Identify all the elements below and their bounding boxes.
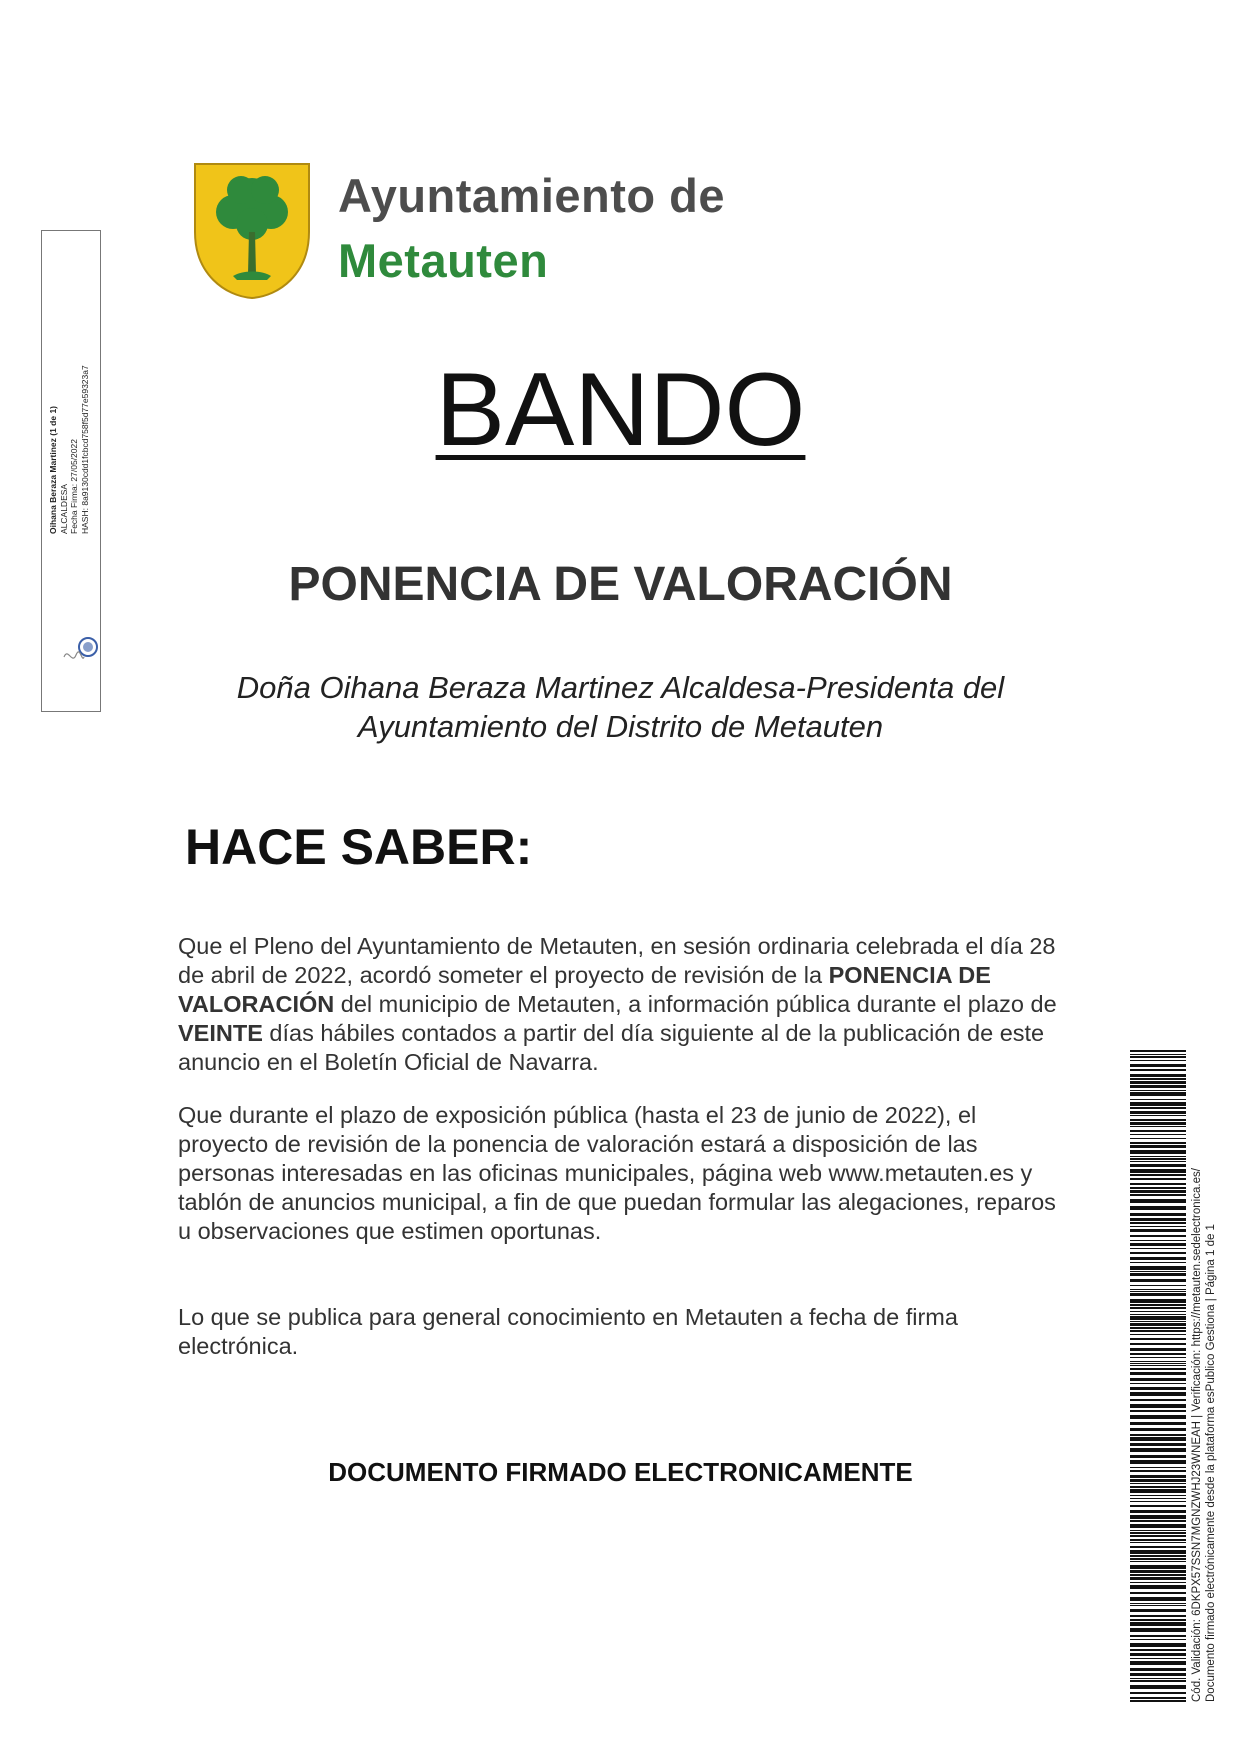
barcode-bar [1130,1410,1186,1412]
barcode-bar [1130,1081,1186,1084]
barcode-bar [1130,1194,1186,1196]
barcode-bar [1130,1119,1186,1121]
barcode-bar [1130,1050,1186,1052]
barcode-bar [1130,1615,1186,1617]
barcode-bar [1130,1115,1186,1116]
barcode-bar [1130,1289,1186,1290]
barcode-bar [1130,1483,1186,1484]
barcode-bar [1130,1495,1186,1496]
barcode-bar [1130,1291,1186,1292]
barcode-bar [1130,1387,1186,1390]
paragraph-1 [178,932,1068,1077]
barcode-bar [1130,1524,1186,1528]
barcode-bar [1130,1697,1186,1699]
document-subtitle: PONENCIA DE VALORACIÓN [288,558,953,611]
barcode-bar [1130,1257,1186,1260]
barcode-bar [1130,1555,1186,1557]
barcode-bar [1130,1321,1186,1322]
verification-line2: Documento firmado electrónicamente desde la plataforma esPublico Gestiona | Página 1 de 1 [1205,1224,1217,1702]
official-line2: Ayuntamiento del Distrito de Metauten [357,709,884,744]
barcode-bar [1130,1092,1186,1096]
signer-name: Oihana Beraza Martinez (1 de 1) [48,405,58,534]
verification-line1: Cód. Validación: 6DKPX57SSN7MGNZWHJ23WNEAH | Verificación: https://metauten.sedelectronica.es/ [1191,1168,1203,1702]
barcode-bar [1130,1279,1186,1282]
barcode-bar [1130,1673,1186,1676]
p1-bold-veinte: VEINTE [178,1020,263,1046]
p1-bold-ponencia: PONENCIA DE VALORACIÓN [178,962,991,1017]
barcode-bar [1130,1470,1186,1472]
signature-date: Fecha Firma: 27/05/2022 [69,439,79,534]
barcode-bar [1130,1685,1186,1689]
barcode-bar [1130,1252,1186,1254]
barcode-bar [1130,1169,1186,1173]
barcode-bar [1130,1161,1186,1162]
barcode-bar [1130,1434,1186,1436]
barcode-bar [1130,1330,1186,1332]
barcode-bar [1130,1304,1186,1306]
barcode-bar [1130,1678,1186,1679]
barcode-bar [1130,1365,1186,1366]
barcode-bar [1130,1060,1186,1061]
p1-text-e: días hábiles contados a partir del día siguiente al de la publicación de este anuncio en el Boletín Oficial de Navarra. [178,1020,1045,1075]
barcode-bar [1130,1399,1186,1401]
barcode-bar [1130,1605,1186,1606]
barcode-bar [1130,1327,1186,1329]
barcode-bar [1130,1658,1186,1659]
barcode-bar [1130,1206,1186,1210]
barcode-bar [1130,1134,1186,1135]
barcode-bar [1130,1243,1186,1246]
barcode-bar [1130,1240,1186,1241]
barcode-bar [1130,1262,1186,1263]
barcode-bar [1130,1078,1186,1080]
barcode-bar [1130,1498,1186,1499]
barcode-bar [1130,1486,1186,1488]
barcode-bar [1130,1293,1186,1296]
barcode-bar [1130,1668,1186,1671]
barcode-bar [1130,1064,1186,1067]
barcode-bar [1130,1316,1186,1320]
org-name-line2: Metauten [338,234,549,287]
barcode-bar [1130,1565,1186,1569]
barcode-bar [1130,1074,1186,1077]
signature-hash: HASH: 8a9130cdd1fcbcd758f5d77e59323a7 [79,365,90,534]
org-name-line1: Ayuntamiento de [338,169,726,222]
barcode-bar [1130,1353,1186,1355]
barcode-bar [1130,1515,1186,1519]
barcode-bar [1130,1609,1186,1612]
barcode-bar [1130,1460,1186,1464]
signature-stamp-box [41,230,101,712]
barcode-bar [1130,1142,1186,1144]
barcode-bar [1130,1489,1186,1493]
barcode-bar [1130,1639,1186,1640]
barcode-bar [1130,1680,1186,1682]
barcode-bar [1130,1314,1186,1315]
barcode-bar [1130,1218,1186,1221]
barcode-bar [1130,1501,1186,1502]
document-title-text: BANDO [435,352,806,468]
barcode-bar [1130,1530,1186,1531]
barcode-bar [1130,1334,1186,1335]
barcode-bar [1130,1437,1186,1441]
signer-role: ALCALDESA [58,483,69,534]
p1-text-c: del municipio de Metauten, a información pública durante el plazo de [334,991,1057,1017]
barcode-bar [1130,1368,1186,1370]
barcode-bar [1130,1111,1186,1114]
barcode-bar [1130,1443,1186,1446]
barcode-bar [1130,1226,1186,1227]
official-heading [0,668,1241,746]
barcode-bar [1130,1510,1186,1513]
seal-icon [58,627,102,671]
barcode-bar [1130,1532,1186,1534]
barcode-bar [1130,1126,1186,1127]
tree-shield-icon [193,162,311,300]
barcode-bar [1130,1505,1186,1507]
barcode-bar [1130,1692,1186,1694]
barcode-bar [1130,1592,1186,1594]
barcode-bar [1130,1448,1186,1452]
barcode-bar [1130,1582,1186,1583]
hace-saber-heading: HACE SABER: [185,819,533,875]
barcode-bar [1130,1235,1186,1237]
barcode-bar [1130,1056,1186,1058]
barcode-bar [1130,1348,1186,1351]
barcode-bar [1130,1597,1186,1601]
barcode-bar [1130,1343,1186,1345]
barcode-bar [1130,1311,1186,1312]
barcode-bar [1130,1619,1186,1621]
paragraph-2: Que durante el plazo de exposición pública (hasta el 23 de junio de 2022), el proyecto de revisión de la ponencia de valoración estará a disposición de las personas interesadas en las oficinas municipales, página web www.metauten.es y tablón de anuncios municipal, a fin de que puedan formular las alegaciones, reparos u observaciones que estimen oportunas. [178,1102,1056,1244]
barcode-bar [1130,1138,1186,1139]
barcode-bar [1130,1178,1186,1180]
barcode-bar [1130,1190,1186,1193]
barcode-bar [1130,1661,1186,1665]
barcode-bar [1130,1649,1186,1651]
barcode-bar [1130,1158,1186,1160]
barcode-bar [1130,1130,1186,1132]
barcode-bar [1130,1372,1186,1375]
barcode-bar [1130,1363,1186,1364]
barcode-bar [1130,1535,1186,1537]
signed-notice: DOCUMENTO FIRMADO ELECTRONICAMENTE [328,1457,913,1487]
barcode-bar [1130,1415,1186,1419]
paragraph-3: Lo que se publica para general conocimiento en Metauten a fecha de firma electrónica. [178,1304,958,1359]
barcode-bar [1130,1635,1186,1637]
barcode-bar [1130,1628,1186,1632]
barcode-bar [1130,1266,1186,1270]
barcode-bar [1130,1187,1186,1189]
barcode-bar [1130,1428,1186,1431]
p1-text-a: Que el Pleno del Ayuntamiento de Metauten, en sesión ordinaria celebrada el día 28 de abril de 2022, acordó someter el proyecto de revisión de la [178,933,1056,988]
barcode-bar [1130,1700,1186,1702]
barcode-bar [1130,1273,1186,1276]
barcode-bar [1130,1307,1186,1309]
barcode-bar [1130,1539,1186,1541]
barcode-bar [1130,1383,1186,1384]
barcode-bar [1130,1475,1186,1478]
barcode-bar [1130,1069,1186,1071]
barcode-bar [1130,1603,1186,1604]
barcode-bar [1130,1455,1186,1458]
barcode-bar [1130,1361,1186,1362]
barcode-bar [1130,1546,1186,1548]
barcode-bar [1130,1213,1186,1216]
barcode-bar [1130,1285,1186,1286]
barcode-bar [1130,1145,1186,1148]
barcode-bar [1130,1323,1186,1326]
barcode-bar [1130,1222,1186,1224]
barcode-bar [1130,1570,1186,1573]
barcode-bar [1130,1099,1186,1100]
barcode-bar [1130,1338,1186,1340]
barcode-bar [1130,1479,1186,1482]
barcode-bar [1130,1622,1186,1626]
barcode-bar [1130,1085,1186,1088]
barcode-bar [1130,1561,1186,1562]
barcode-bar [1130,1271,1186,1272]
barcode-bar [1130,1467,1186,1468]
barcode-bar [1130,1174,1186,1176]
barcode-bar [1130,1357,1186,1358]
barcode-bar [1130,1422,1186,1425]
barcode-bar [1130,1150,1186,1154]
barcode-bar [1130,1577,1186,1580]
barcode-bar [1130,1164,1186,1167]
barcode-bar [1130,1090,1186,1091]
barcode-icon [1130,1050,1186,1702]
barcode-bar [1130,1585,1186,1589]
barcode-bar [1130,1653,1186,1656]
barcode-bar [1130,1378,1186,1381]
barcode-bar [1130,1054,1186,1055]
official-line1: Doña Oihana Beraza Martinez Alcaldesa-Presidenta del [236,670,1005,705]
barcode-bar [1130,1643,1186,1647]
barcode-bar [1130,1199,1186,1203]
barcode-bar [1130,1156,1186,1157]
barcode-bar [1130,1122,1186,1125]
barcode-bar [1130,1550,1186,1554]
barcode-bar [1130,1542,1186,1543]
barcode-bar [1130,1248,1186,1249]
barcode-bar [1130,1102,1186,1106]
barcode-bar [1130,1392,1186,1396]
barcode-bar [1130,1404,1186,1408]
barcode-bar [1130,1107,1186,1109]
barcode-bar [1130,1520,1186,1522]
document-title [0,352,1241,468]
barcode-bar [1130,1299,1186,1303]
barcode-bar [1130,1229,1186,1232]
barcode-bar [1130,1558,1186,1560]
barcode-bar [1130,1183,1186,1185]
verification-text [1190,1168,1218,1702]
barcode-bar [1130,1574,1186,1576]
